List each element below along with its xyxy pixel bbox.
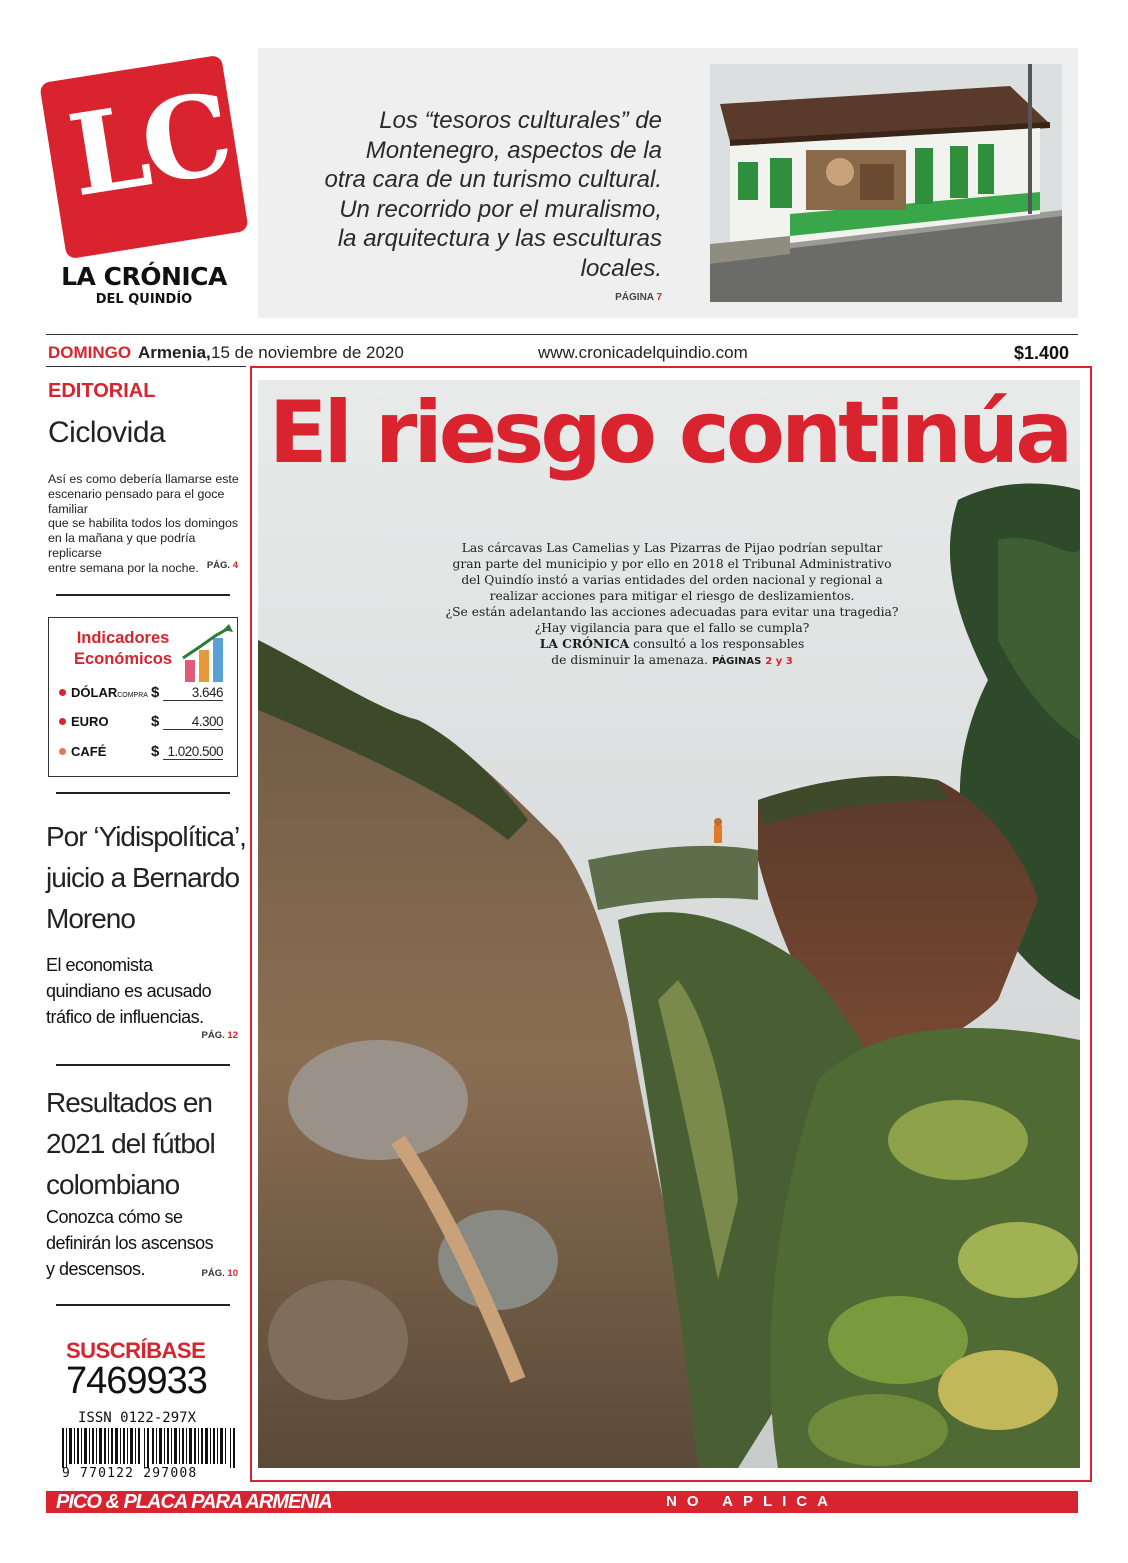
indicators-title: Indicadores Económicos — [73, 629, 173, 668]
promo-page-ref: PÁGINA 7 — [615, 292, 662, 303]
issn: ISSN 0122-297X — [78, 1410, 197, 1426]
promo-text: Los “tesoros culturales” de Montenegro, aspectos de la otra cara de un turismo cultural. Un recorrido por el muralismo, la arquitectura y las esculturas locales. — [324, 107, 662, 282]
header-rule — [46, 334, 1078, 335]
bullet-icon — [59, 748, 66, 755]
masthead-name: LA CRÓNICA — [61, 262, 227, 291]
divider — [56, 1064, 230, 1066]
bullet-icon — [59, 689, 66, 696]
dateline-date: 15 de noviembre de 2020 — [211, 343, 404, 362]
divider — [56, 1304, 230, 1306]
dateline-city: Armenia, — [138, 343, 211, 362]
promo-photo-montenegro-street — [710, 64, 1062, 302]
divider — [56, 594, 230, 596]
barcode-icon — [60, 1428, 240, 1468]
editorial-label: EDITORIAL — [48, 380, 156, 402]
indicator-cafe: CAFÉ $ 1.020.500 — [57, 741, 233, 765]
logo-letters: LC — [60, 68, 236, 223]
barcode-digits: 9 770122 297008 — [62, 1466, 198, 1481]
economic-indicators — [48, 617, 238, 777]
main-deck: Las cárcavas Las Camelias y Las Pizarras de Pijao podrían sepultar gran parte del municipio y por ello en 2018 el Tribunal Administrativo del Quindío instó a varias entidades del orden nacional y regional a realizar acciones para mitigar el riesgo de deslizamientos. ¿Se están adelantando las acciones adecuadas para evitar una tragedia? ¿Hay vigilancia para que el fallo se cumpla? LA CRÓNICA consultó a los responsables de disminuir la amenaza. PÁGINAS 2 y 3 — [445, 541, 899, 667]
pico-placa-bar — [46, 1491, 1078, 1513]
editorial-page-ref: PÁG. 4 — [206, 560, 238, 571]
pico-placa-status: NO APLICA — [666, 1493, 838, 1510]
dateline-day: DOMINGO — [48, 343, 132, 362]
bar-chart-icon — [179, 624, 235, 686]
divider — [56, 792, 230, 794]
editorial-title[interactable]: Ciclovida — [48, 416, 166, 449]
pico-placa-label: PICO & PLACA PARA ARMENIA — [56, 1491, 332, 1513]
masthead-subname: DEL QUINDÍO — [95, 292, 193, 307]
website-link[interactable]: www.cronicadelquindio.com — [538, 343, 748, 362]
bullet-icon — [59, 718, 66, 725]
main-headline[interactable]: El riesgo continúa — [268, 383, 1070, 483]
editorial-summary: Así es como debería llamarse este escenario pensado para el goce familiar que se habilita todos los domingos en la mañana y que podría replicarse entre semana por la noche. — [48, 472, 239, 575]
subscribe-phone[interactable]: 7469933 — [66, 1360, 207, 1402]
story-yidispolitica-page-ref: PÁG. 12 — [201, 1030, 238, 1041]
story-futbol-summary: Conozca cómo se definirán los ascensos y descensos. — [46, 1207, 214, 1279]
story-yidispolitica-summary: El economista quindiano es acusado tráfico de influencias. — [46, 955, 212, 1027]
promo-box[interactable] — [258, 48, 1078, 318]
subscribe-label: SUSCRÍBASE — [66, 1338, 206, 1363]
indicator-dolar: DÓLARCOMPRA $ 3.646 — [57, 682, 233, 706]
logo[interactable] — [44, 62, 248, 258]
dateline-rule — [46, 366, 246, 367]
story-yidispolitica-title[interactable]: Por ‘Yidispolítica’, juicio a Bernardo Moreno — [46, 821, 246, 934]
indicator-euro: EURO $ 4.300 — [57, 711, 233, 735]
story-futbol-title[interactable]: Resultados en 2021 del fútbol colombiano — [46, 1087, 215, 1200]
story-futbol-page-ref: PÁG. 10 — [201, 1268, 238, 1279]
cover-price: $1.400 — [1014, 343, 1070, 363]
